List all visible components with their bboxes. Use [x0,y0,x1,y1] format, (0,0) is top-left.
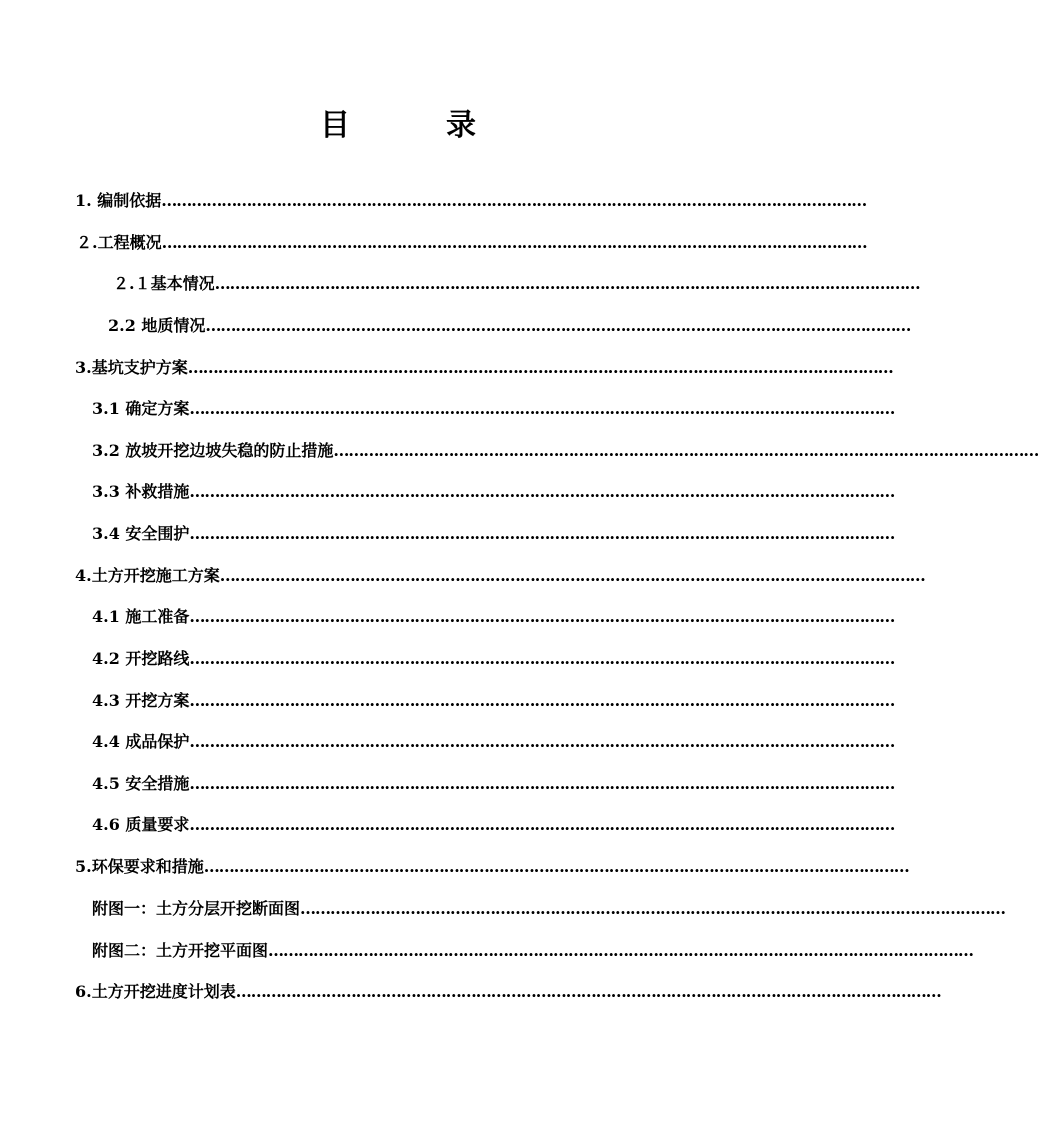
toc-entry[interactable] [92,523,895,545]
toc-entry[interactable] [75,357,893,379]
toc-entry[interactable] [108,315,911,337]
toc-entry-label: ２.１基本情况 [113,274,215,293]
toc-entry[interactable] [92,940,974,962]
toc-leader-dots: …………………………………………………………………………………………………………………………… [268,941,974,960]
toc-entry-label: 4.土方开挖施工方案 [75,566,220,585]
toc-entry-label: 4.5 安全措施 [92,774,190,793]
toc-entry[interactable] [75,190,867,212]
toc-leader-dots: …………………………………………………………………………………………………………………………… [189,607,895,626]
toc-leader-dots: …………………………………………………………………………………………………………………………… [189,399,895,418]
toc-entry[interactable] [92,814,895,836]
toc-entry[interactable] [92,731,895,753]
toc-leader-dots: …………………………………………………………………………………………………………………………… [189,691,895,710]
toc-entry[interactable] [92,606,895,628]
toc-leader-dots: …………………………………………………………………………………………………………………………… [333,441,1038,460]
toc-leader-dots: …………………………………………………………………………………………………………………………… [189,732,895,751]
title-char-2: 录 [446,108,476,143]
toc-leader-dots: …………………………………………………………………………………………………………………………… [161,233,867,252]
toc-entry-label: 3.4 安全围护 [92,524,190,543]
toc-entry[interactable] [92,440,1038,462]
toc-entry[interactable] [75,856,909,878]
toc-entry[interactable] [75,565,925,587]
title-char-1: 目 [320,108,350,143]
toc-entry[interactable] [92,481,895,503]
toc-leader-dots: …………………………………………………………………………………………………………………………… [189,524,895,543]
toc-leader-dots: …………………………………………………………………………………………………………………………… [161,191,867,210]
toc-leader-dots: …………………………………………………………………………………………………………………………… [203,857,909,876]
toc-leader-dots: …………………………………………………………………………………………………………………………… [205,316,911,335]
toc-entry-label: 2.2 地质情况 [108,316,206,335]
toc-entry-label: 3.1 确定方案 [92,399,190,418]
toc-entry[interactable] [92,773,895,795]
toc-entry-label: 3.2 放坡开挖边坡失稳的防止措施 [92,441,334,460]
toc-entry-label: 5.环保要求和措施 [75,857,204,876]
toc-entry[interactable] [92,398,895,420]
toc-leader-dots: …………………………………………………………………………………………………………………………… [189,774,895,793]
toc-entry-label: 4.1 施工准备 [92,607,190,626]
toc-leader-dots: …………………………………………………………………………………………………………………………… [300,899,1006,918]
toc-leader-dots: …………………………………………………………………………………………………………………………… [219,566,925,585]
toc-entry[interactable] [113,273,920,295]
toc-entry-label: 1. 编制依据 [75,191,162,210]
toc-entry-label: 3.基坑支护方案 [75,358,188,377]
toc-entry[interactable] [92,690,895,712]
toc-leader-dots: …………………………………………………………………………………………………………………………… [189,482,895,501]
toc-entry[interactable] [92,898,1006,920]
toc-entry-label: 4.6 质量要求 [92,815,190,834]
toc-entry[interactable] [92,648,895,670]
toc-entry-label: 3.3 补救措施 [92,482,190,501]
toc-entry-label: 4.3 开挖方案 [92,691,190,710]
toc-entry-label: 附图一：土方分层开挖断面图 [92,899,301,918]
toc-leader-dots: …………………………………………………………………………………………………………………………… [189,815,895,834]
toc-entry-label: 6.土方开挖进度计划表 [75,982,236,1001]
toc-leader-dots: …………………………………………………………………………………………………………………………… [187,358,893,377]
toc-entry-label: ２.工程概况 [76,233,162,252]
toc-entry[interactable] [76,232,867,254]
toc-entry[interactable] [75,981,941,1003]
toc-entry-label: 4.4 成品保护 [92,732,190,751]
toc-leader-dots: …………………………………………………………………………………………………………………………… [189,649,895,668]
toc-leader-dots: …………………………………………………………………………………………………………………………… [214,274,920,293]
toc-leader-dots: …………………………………………………………………………………………………………………………… [235,982,941,1001]
toc-entry-label: 4.2 开挖路线 [92,649,190,668]
toc-entry-label: 附图二：土方开挖平面图 [92,941,269,960]
